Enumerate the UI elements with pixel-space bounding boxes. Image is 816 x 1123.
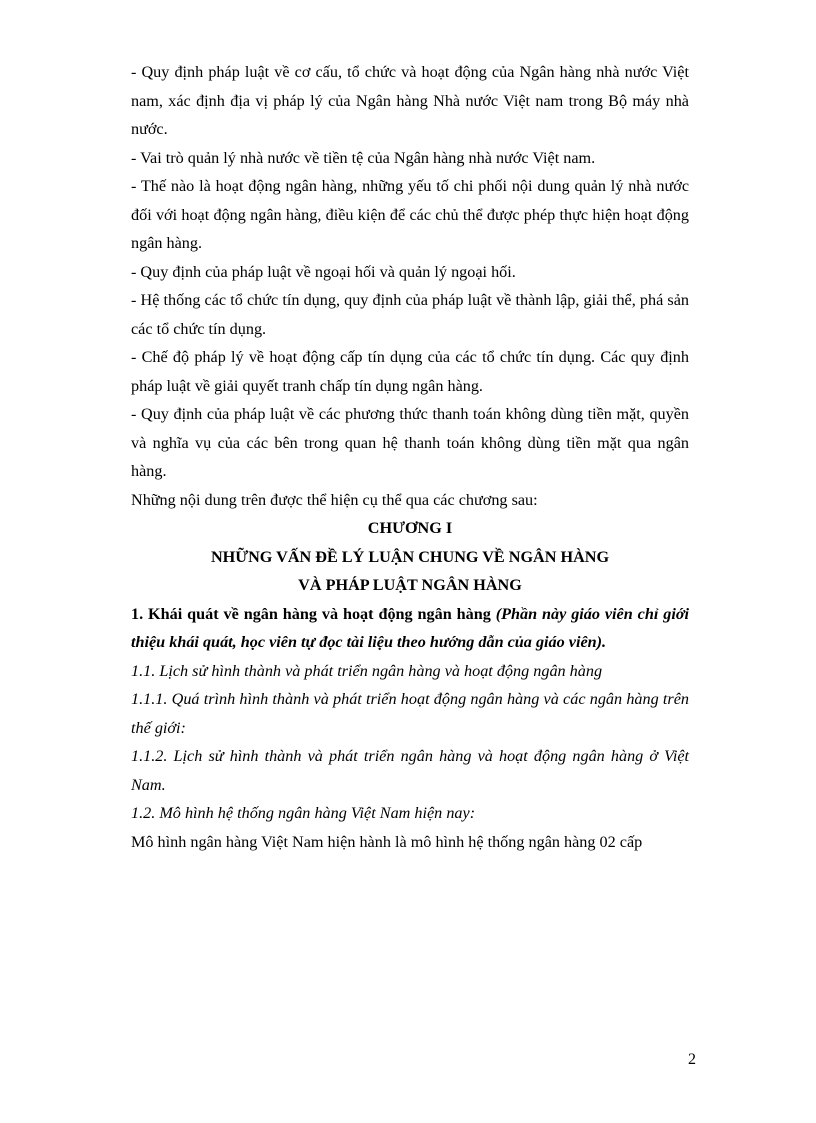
section-1-heading: 1. Khái quát về ngân hàng và hoạt động ngân hàng [131,604,496,623]
paragraph-credit-institutions: - Hệ thống các tổ chức tín dụng, quy định của pháp luật về thành lập, giải thể, phá sản các tổ chức tín dụng. [131,291,689,338]
paragraph-non-cash-payment: - Quy định của pháp luật về các phương thức thanh toán không dùng tiền mặt, quyền và nghĩa vụ của các bên trong quan hệ thanh toán không dùng tiền mặt qua ngân hàng. [131,405,689,480]
chapter-number: CHƯƠNG I [367,519,453,537]
paragraph-banking-activity: - Thế nào là hoạt động ngân hàng, những yếu tố chi phối nội dung quản lý nhà nước đối với hoạt động ngân hàng, điều kiện để các chủ thể được phép thực hiện hoạt động ngân hàng. [131,177,689,252]
chapter-title-line-1: NHỮNG VẤN ĐỀ LÝ LUẬN CHUNG VỀ NGÂN HÀNG [210,547,610,566]
section-1-note: (Phần này giáo viên chỉ giới thiệu khái quát, học viên tự đọc tài liệu theo hướng dẫn của giáo viên). [131,604,689,651]
paragraph-foreign-exchange: - Quy định của pháp luật về ngoại hối và quản lý ngoại hối. [131,262,516,281]
paragraph-state-bank-structure: - Quy định pháp luật về cơ cấu, tổ chức và hoạt động của Ngân hàng nhà nước Việt nam, xác định địa vị pháp lý của Ngân hàng Nhà nước Việt nam trong Bộ máy nhà nước. [131,63,689,138]
page-number: 2 [688,1051,696,1068]
paragraph-two-tier-model: Mô hình ngân hàng Việt Nam hiện hành là mô hình hệ thống ngân hàng 02 cấp [131,832,643,851]
paragraph-monetary-role: - Vai trò quản lý nhà nước về tiền tệ của Ngân hàng nhà nước Việt nam. [131,148,596,167]
subsection-1-2: 1.2. Mô hình hệ thống ngân hàng Việt Nam hiện nay: [131,804,476,822]
subsection-1-1-1: 1.1.1. Quá trình hình thành và phát triển hoạt động ngân hàng và các ngân hàng trên thế giới: [131,690,689,737]
paragraph-credit-regime: - Chế độ pháp lý về hoạt động cấp tín dụng của các tổ chức tín dụng. Các quy định pháp luật về giải quyết tranh chấp tín dụng ngân hàng. [131,348,689,395]
section-1-heading-block [131,600,689,657]
page-body [131,58,689,856]
paragraph-chapters-intro: Những nội dung trên được thể hiện cụ thể qua các chương sau: [131,490,538,509]
subsection-1-1: 1.1. Lịch sử hình thành và phát triển ngân hàng và hoạt động ngân hàng [131,661,603,680]
chapter-title-line-2: VÀ PHÁP LUẬT NGÂN HÀNG [298,576,522,594]
subsection-1-1-2: 1.1.2. Lịch sử hình thành và phát triển ngân hàng và hoạt động ngân hàng ở Việt Nam. [131,747,689,794]
